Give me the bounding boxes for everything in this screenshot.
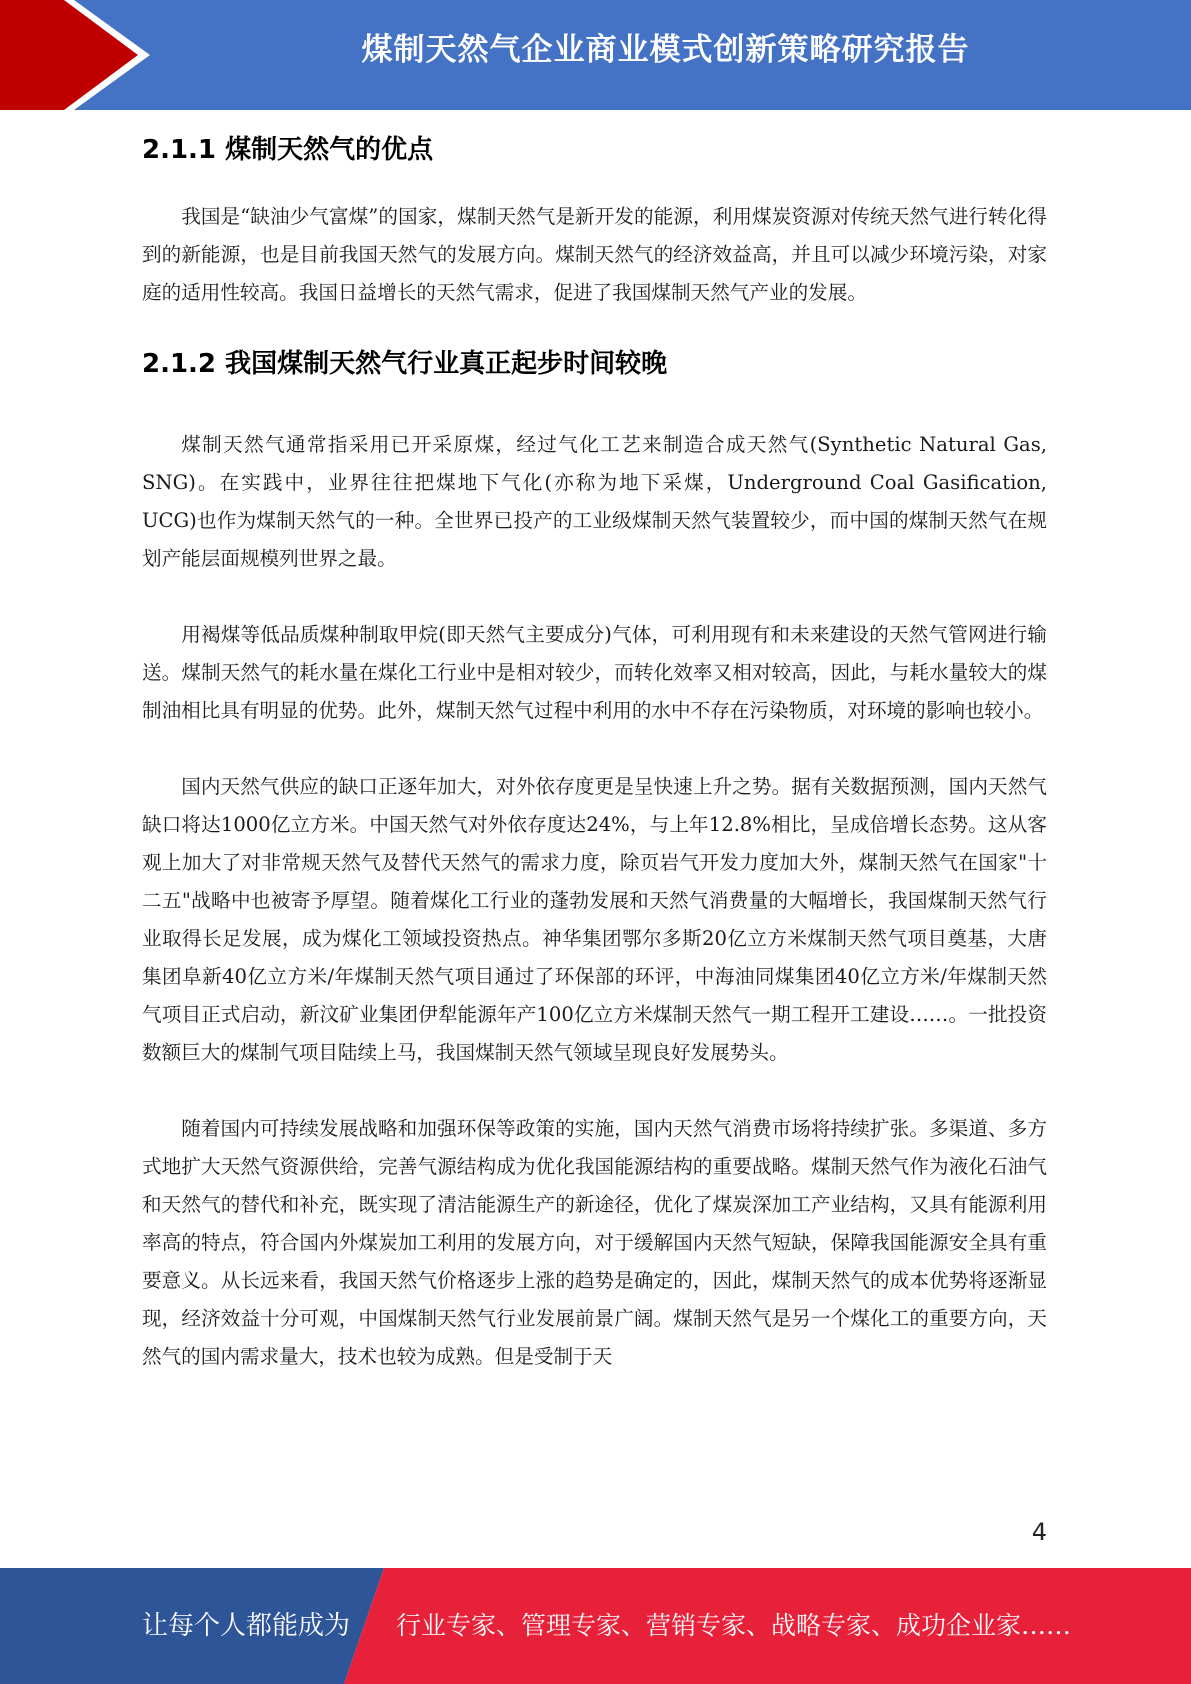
page-header (0, 0, 1191, 110)
section-heading: 2.1.1 煤制天然气的优点 (142, 135, 434, 165)
footer-slogan-left: 让每个人都能成为 (142, 1611, 351, 1641)
paragraph: 用褐煤等低品质煤种制取甲烷(即天然气主要成分)气体，可利用现有和未来建设的天然气管网进行输送。煤制天然气的耗水量在煤化工行业中是相对较少，而转化效率又相对较高，因此，与耗水量较大的煤制油相比具有明显的优势。此外，煤制天然气过程中利用的水中不存在污染物质，对环境的影响也较小。 (142, 623, 1047, 722)
report-title: 煤制天然气企业商业模式创新策略研究报告 (361, 32, 970, 68)
header-arrow-icon (0, 0, 160, 110)
document-body (142, 128, 1047, 1376)
paragraph: 随着国内可持续发展战略和加强环保等政策的实施，国内天然气消费市场将持续扩张。多渠道、多方式地扩大天然气资源供给，完善气源结构成为优化我国能源结构的重要战略。煤制天然气作为液化石油气和天然气的替代和补充，既实现了清洁能源生产的新途径，优化了煤炭深加工产业结构，又具有能源利用率高的特点，符合国内外煤炭加工利用的发展方向，对于缓解国内天然气短缺，保障我国能源安全具有重要意义。从长远来看，我国天然气价格逐步上涨的趋势是确定的，因此，煤制天然气的成本优势将逐渐显现，经济效益十分可观，中国煤制天然气行业发展前景广阔。煤制天然气是另一个煤化工的重要方向，天然气的国内需求量大，技术也较为成熟。但是受制于天 (142, 1117, 1047, 1368)
paragraph: 煤制天然气通常指采用已开采原煤，经过气化工艺来制造合成天然气(Synthetic Natural Gas, SNG)。在实践中，业界往往把煤地下气化(亦称为地下采煤，Underground Coal Gasification, UCG)也作为煤制天然气的一种。全世界已投产的工业级煤制天然气装置较少，而中国的煤制天然气在规划产能层面规模列世界之最。 (142, 433, 1047, 570)
page-footer (0, 1568, 1191, 1684)
footer-slogan-right: 行业专家、管理专家、营销专家、战略专家、成功企业家…… (396, 1611, 1072, 1640)
paragraph: 我国是“缺油少气富煤”的国家，煤制天然气是新开发的能源，利用煤炭资源对传统天然气进行转化得到的新能源，也是目前我国天然气的发展方向。煤制天然气的经济效益高，并且可以减少环境污染，对家庭的适用性较高。我国日益增长的天然气需求，促进了我国煤制天然气产业的发展。 (142, 205, 1047, 304)
page-number: 4 (1031, 1518, 1047, 1546)
section-heading: 2.1.2 我国煤制天然气行业真正起步时间较晚 (142, 349, 668, 379)
header-arrow-shape (0, 0, 138, 110)
paragraph: 国内天然气供应的缺口正逐年加大，对外依存度更是呈快速上升之势。据有关数据预测，国内天然气缺口将达1000亿立方米。中国天然气对外依存度达24%，与上年12.8%相比，呈成倍增长态势。这从客观上加大了对非常规天然气及替代天然气的需求力度，除页岩气开发力度加大外，煤制天然气在国家"十二五"战略中也被寄予厚望。随着煤化工行业的蓬勃发展和天然气消费量的大幅增长，我国煤制天然气行业取得长足发展，成为煤化工领域投资热点。神华集团鄂尔多斯20亿立方米煤制天然气项目奠基，大唐集团阜新40亿立方米/年煤制天然气项目通过了环保部的环评，中海油同煤集团40亿立方米/年煤制天然气项目正式启动，新汶矿业集团伊犁能源年产100亿立方米煤制天然气一期工程开工建设……。一批投资数额巨大的煤制气项目陆续上马，我国煤制天然气领域呈现良好发展势头。 (142, 775, 1047, 1064)
